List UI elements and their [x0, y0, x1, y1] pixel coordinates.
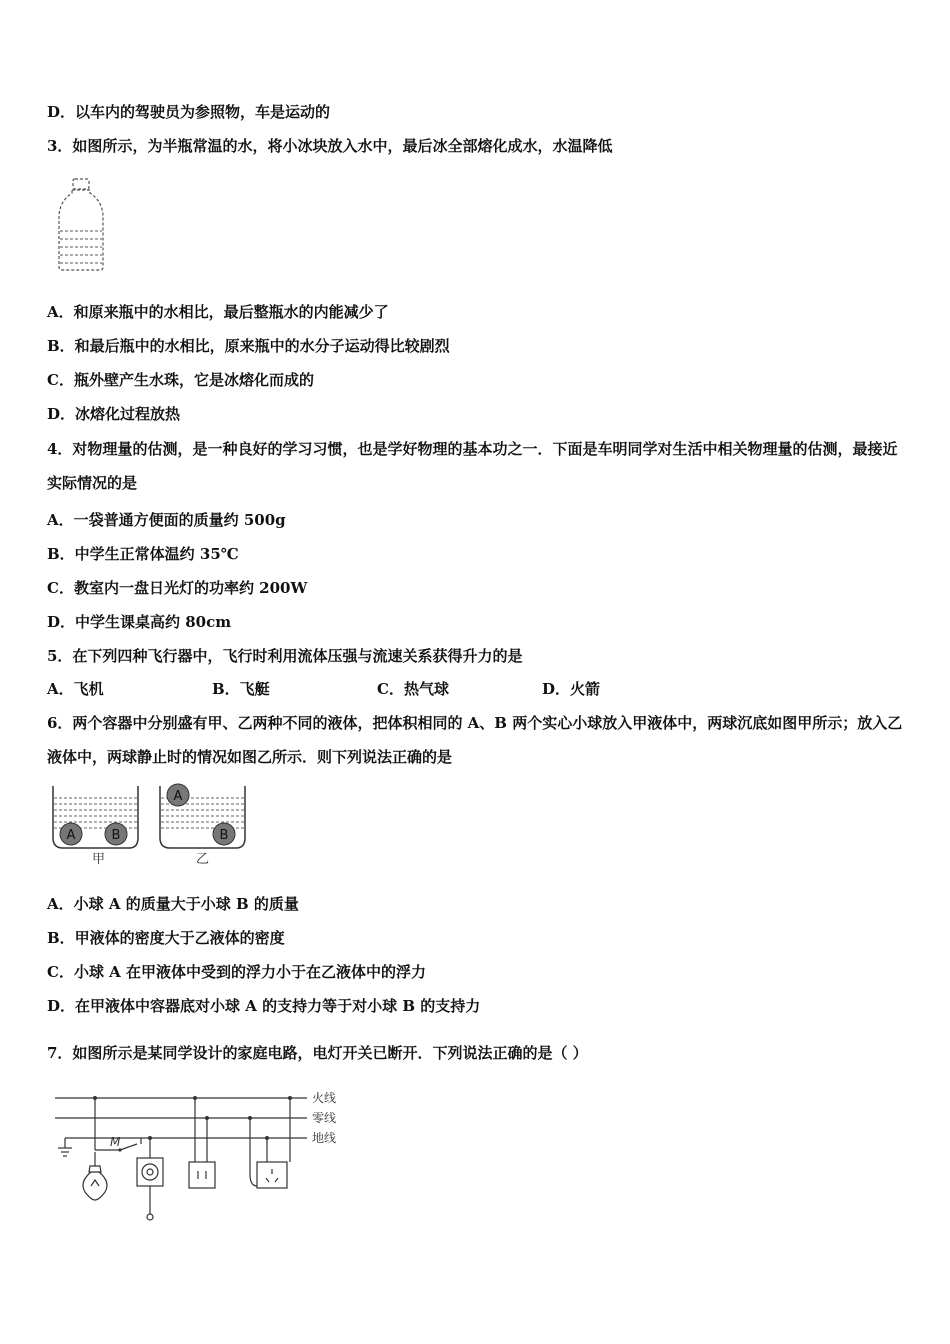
- q7-switch-label: M: [110, 1135, 121, 1149]
- q6-ball-a-yi-label: A: [173, 789, 183, 804]
- q7-stem: 7．如图所示是某同学设计的家庭电路，电灯开关已断开．下列说法正确的是（ ）: [47, 1044, 588, 1062]
- q5-options: [47, 679, 747, 699]
- q7-circuit-figure: [55, 1086, 355, 1226]
- q4-stem: 4．对物理量的估测，是一种良好的学习习惯，也是学好物理的基本功之一．下面是车明同学对生活中相关物理量的估测，最接近实际情况的是: [47, 440, 898, 492]
- q5-stem: 5．在下列四种飞行器中，飞行时利用流体压强与流速关系获得升力的是: [47, 647, 523, 665]
- q7-label-neutral: 零线: [312, 1111, 337, 1125]
- q6-option-d: D．在甲液体中容器底对小球 A 的支持力等于对小球 B 的支持力: [47, 997, 481, 1015]
- q6-label-jia: 甲: [92, 852, 106, 867]
- q6-option-b: B．甲液体的密度大于乙液体的密度: [47, 929, 285, 947]
- q3-option-a: A．和原来瓶中的水相比，最后整瓶水的内能减少了: [47, 303, 389, 321]
- q6-ball-a-jia-label: A: [66, 828, 76, 843]
- q6-ball-b-jia-label: B: [111, 828, 121, 843]
- q6-containers-figure: [48, 782, 248, 868]
- q5-option-d: D．火箭: [542, 680, 601, 698]
- q4-option-c: C．教室内一盘日光灯的功率约 200W: [47, 579, 308, 597]
- q7-label-ground: 地线: [312, 1131, 337, 1145]
- q6-stem: 6．两个容器中分别盛有甲、乙两种不同的液体，把体积相同的 A、B 两个实心小球放入甲液体中，两球沉底如图甲所示；放入乙液体中，两球静止时的情况如图乙所示．则下列说法正确的是: [47, 714, 903, 766]
- q4-option-d: D．中学生课桌高约 80cm: [47, 613, 232, 631]
- q3-option-d: D．冰熔化过程放热: [47, 405, 181, 423]
- q3-option-b: B．和最后瓶中的水相比，原来瓶中的水分子运动得比较剧烈: [47, 337, 450, 355]
- q3-option-c: C．瓶外壁产生水珠，它是冰熔化而成的: [47, 371, 314, 389]
- q2-option-d: D．以车内的驾驶员为参照物，车是运动的: [47, 103, 331, 121]
- q6-option-a: A．小球 A 的质量大于小球 B 的质量: [47, 895, 299, 913]
- q6-ball-b-yi-label: B: [219, 828, 229, 843]
- q3-bottle-figure: [56, 177, 106, 273]
- q6-label-yi: 乙: [196, 852, 210, 867]
- q4-option-b: B．中学生正常体温约 35℃: [47, 545, 239, 563]
- q7-label-live: 火线: [312, 1091, 337, 1105]
- q4-option-a: A．一袋普通方便面的质量约 500g: [47, 511, 286, 529]
- q3-stem: 3．如图所示，为半瓶常温的水，将小冰块放入水中，最后冰全部熔化成水，水温降低: [47, 137, 613, 155]
- q6-option-c: C．小球 A 在甲液体中受到的浮力小于在乙液体中的浮力: [47, 963, 427, 981]
- q5-option-c: C．热气球: [377, 680, 449, 698]
- q5-option-a: A．飞机: [47, 680, 104, 698]
- q5-option-b: B．飞艇: [212, 680, 270, 698]
